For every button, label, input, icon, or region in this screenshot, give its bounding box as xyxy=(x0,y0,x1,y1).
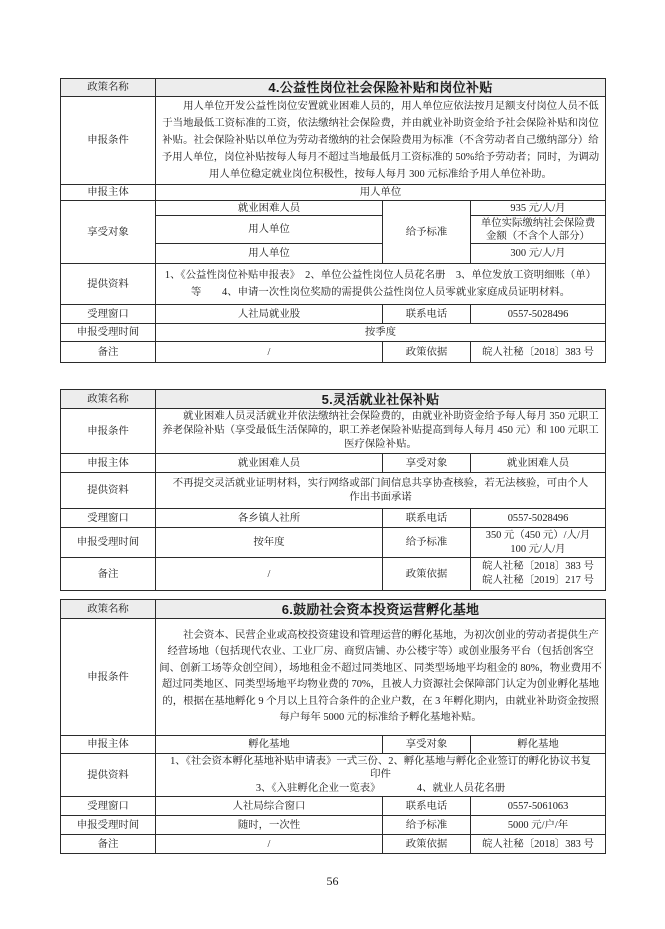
time-row xyxy=(61,528,606,558)
beneficiary-label: 享受对象 xyxy=(383,736,471,754)
remark-row xyxy=(61,558,606,591)
conditions-text: 用人单位开发公益性岗位安置就业困难人员的，用人单位应依法按月足额支付岗位人员不低于当地最低工资标准的工资，依法缴纳社会保险费，并由就业补助资金给予社会保险补贴和岗位补贴。社会保险补贴以单位为劳动者缴纳的社会保险费用为标准（不含劳动者自己缴纳部分）给予用人单位，岗位补贴按每人每月不超过当地最低月工资标准的 50%给予劳动者；同时，为调动用人单位稳定就业岗位积极性，按每人每月 300 元标准给予用人单位补助。 xyxy=(156,97,606,185)
standard-label: 给予标准 xyxy=(383,528,471,558)
applicant-row xyxy=(61,454,606,473)
materials-text: 不再提交灵活就业证明材料，实行网络或部门间信息共享协查核验，若无法核验，可由个人作出书面承诺 xyxy=(156,473,606,509)
remark-label: 备注 xyxy=(61,558,156,591)
materials-text: 1、《公益性岗位补贴申报表》 2、单位公益性岗位人员花名册 3、单位发放工资明细账（单）等 4、申请一次性岗位奖励的需提供公益性岗位人员零就业家庭成员证明材料。 xyxy=(156,264,606,305)
phone-value: 0557-5028496 xyxy=(471,509,606,528)
applicant-row xyxy=(61,736,606,754)
conditions-row xyxy=(61,409,606,454)
applicant-value: 用人单位 xyxy=(156,185,606,201)
phone-value: 0557-5028496 xyxy=(471,305,606,324)
window-label: 受理窗口 xyxy=(61,797,156,816)
beneficiary-value: 就业困难人员 xyxy=(471,454,606,473)
time-label: 申报受理时间 xyxy=(61,816,156,835)
basis-label: 政策依据 xyxy=(383,835,471,854)
remark-label: 备注 xyxy=(61,835,156,854)
conditions-label: 申报条件 xyxy=(61,619,156,736)
time-row xyxy=(61,816,606,835)
page-number: 56 xyxy=(326,874,339,888)
window-label: 受理窗口 xyxy=(61,305,156,324)
time-row xyxy=(61,324,606,342)
materials-label: 提供资料 xyxy=(61,754,156,797)
basis-label: 政策依据 xyxy=(383,342,471,363)
materials-label: 提供资料 xyxy=(61,473,156,509)
beneficiary-value-2: 用人单位 xyxy=(156,216,383,244)
materials-text-1: 1、《社会资本孵化基地补贴申请表》一式三份、2、孵化基地与孵化企业签订的孵化协议书复印件 xyxy=(170,755,591,781)
materials-row xyxy=(61,473,606,509)
conditions-row xyxy=(61,619,606,736)
standard-label: 给予标准 xyxy=(383,816,471,835)
applicant-label: 申报主体 xyxy=(61,185,156,201)
phone-value: 0557-5061063 xyxy=(471,797,606,816)
policy-name-row xyxy=(61,79,606,97)
policy-title: 6.鼓励社会资本投资运营孵化基地 xyxy=(156,600,606,619)
standard-value-2: 单位实际缴纳社会保险费金额（不含个人部分） xyxy=(471,216,606,244)
remark-value: / xyxy=(156,342,383,363)
applicant-row xyxy=(61,185,606,201)
remark-row xyxy=(61,835,606,854)
materials-cell xyxy=(156,754,606,797)
remark-label: 备注 xyxy=(61,342,156,363)
window-value: 人社局就业股 xyxy=(156,305,383,324)
beneficiary-value-1: 就业困难人员 xyxy=(156,201,383,216)
policy-title: 4.公益性岗位社会保险补贴和岗位补贴 xyxy=(156,79,606,97)
policy-table-5 xyxy=(60,389,606,591)
phone-label: 联系电话 xyxy=(383,305,471,324)
window-value: 各乡镇人社所 xyxy=(156,509,383,528)
standard-value-1: 935 元/人/月 xyxy=(471,201,606,216)
time-label: 申报受理时间 xyxy=(61,528,156,558)
policy-title: 5.灵活就业社保补贴 xyxy=(156,390,606,409)
remark-value: / xyxy=(156,558,383,591)
standard-value-3: 300 元/人/月 xyxy=(471,244,606,264)
conditions-label: 申报条件 xyxy=(61,409,156,454)
beneficiary-value: 孵化基地 xyxy=(471,736,606,754)
time-value: 按季度 xyxy=(156,324,606,342)
basis-value-2: 皖人社秘〔2019〕217 号 xyxy=(482,575,594,586)
materials-label: 提供资料 xyxy=(61,264,156,305)
applicant-label: 申报主体 xyxy=(61,736,156,754)
time-value: 按年度 xyxy=(156,528,383,558)
window-label: 受理窗口 xyxy=(61,509,156,528)
basis-cell xyxy=(471,558,606,591)
policy-name-label: 政策名称 xyxy=(61,600,156,619)
standard-value-2: 100 元/人/月 xyxy=(510,543,566,555)
materials-row xyxy=(61,264,606,305)
policy-name-label: 政策名称 xyxy=(61,390,156,409)
basis-label: 政策依据 xyxy=(383,558,471,591)
beneficiary-value-3: 用人单位 xyxy=(156,244,383,264)
policy-table-4 xyxy=(60,78,606,363)
policy-name-label: 政策名称 xyxy=(61,79,156,97)
conditions-text: 社会资本、民营企业或高校投资建设和管理运营的孵化基地，为初次创业的劳动者提供生产经营场地（包括现代农业、工业厂房、商贸店铺、办公楼宇等）或创业服务平台（包括创客空间、创新工场等众创空间），场地租金不超过同类地区、同类型场地平均租金的 80%，物业费用不超过同类地区、同类型场地平均物业费的 70%，且被人力资源社会保障部门认定为创业孵化基地的，根据在基地孵化 9 个月以上且符合条件的企业户数，在 3 年孵化期内，由就业补助资金按照每户每年 5000 元的标准给予孵化基地补贴。 xyxy=(156,619,606,736)
remark-value: / xyxy=(156,835,383,854)
conditions-text: 就业困难人员灵活就业并依法缴纳社会保险费的，由就业补助资金给予每人每月 350 元职工养老保险补贴（享受最低生活保障的，职工养老保险补贴提高到每人每月 450 元）和 100 元职工医疗保险补贴。 xyxy=(156,409,606,454)
phone-label: 联系电话 xyxy=(383,797,471,816)
time-value: 随时，一次性 xyxy=(156,816,383,835)
beneficiary-row-1 xyxy=(61,201,606,216)
phone-label: 联系电话 xyxy=(383,509,471,528)
policy-name-row xyxy=(61,390,606,409)
window-row xyxy=(61,509,606,528)
materials-text-2: 3、《入驻孵化企业一览表》 4、就业人员花名册 xyxy=(255,782,506,794)
basis-value: 皖人社秘〔2018〕383 号 xyxy=(471,342,606,363)
beneficiary-label: 享受对象 xyxy=(383,454,471,473)
window-row xyxy=(61,797,606,816)
remark-row xyxy=(61,342,606,363)
time-label: 申报受理时间 xyxy=(61,324,156,342)
materials-row xyxy=(61,754,606,797)
applicant-value: 就业困难人员 xyxy=(156,454,383,473)
standard-value: 5000 元/户/年 xyxy=(471,816,606,835)
window-row xyxy=(61,305,606,324)
window-value: 人社局综合窗口 xyxy=(156,797,383,816)
policy-name-row xyxy=(61,600,606,619)
applicant-label: 申报主体 xyxy=(61,454,156,473)
conditions-label: 申报条件 xyxy=(61,97,156,185)
standard-label: 给予标准 xyxy=(383,201,471,264)
conditions-row xyxy=(61,97,606,185)
beneficiary-label: 享受对象 xyxy=(61,201,156,264)
basis-value: 皖人社秘〔2018〕383 号 xyxy=(471,835,606,854)
standard-cell xyxy=(471,528,606,558)
applicant-value: 孵化基地 xyxy=(156,736,383,754)
standard-value-1: 350 元（450 元）/人/月 xyxy=(485,529,591,541)
policy-table-6 xyxy=(60,599,606,854)
basis-value-1: 皖人社秘〔2018〕383 号 xyxy=(482,561,594,572)
